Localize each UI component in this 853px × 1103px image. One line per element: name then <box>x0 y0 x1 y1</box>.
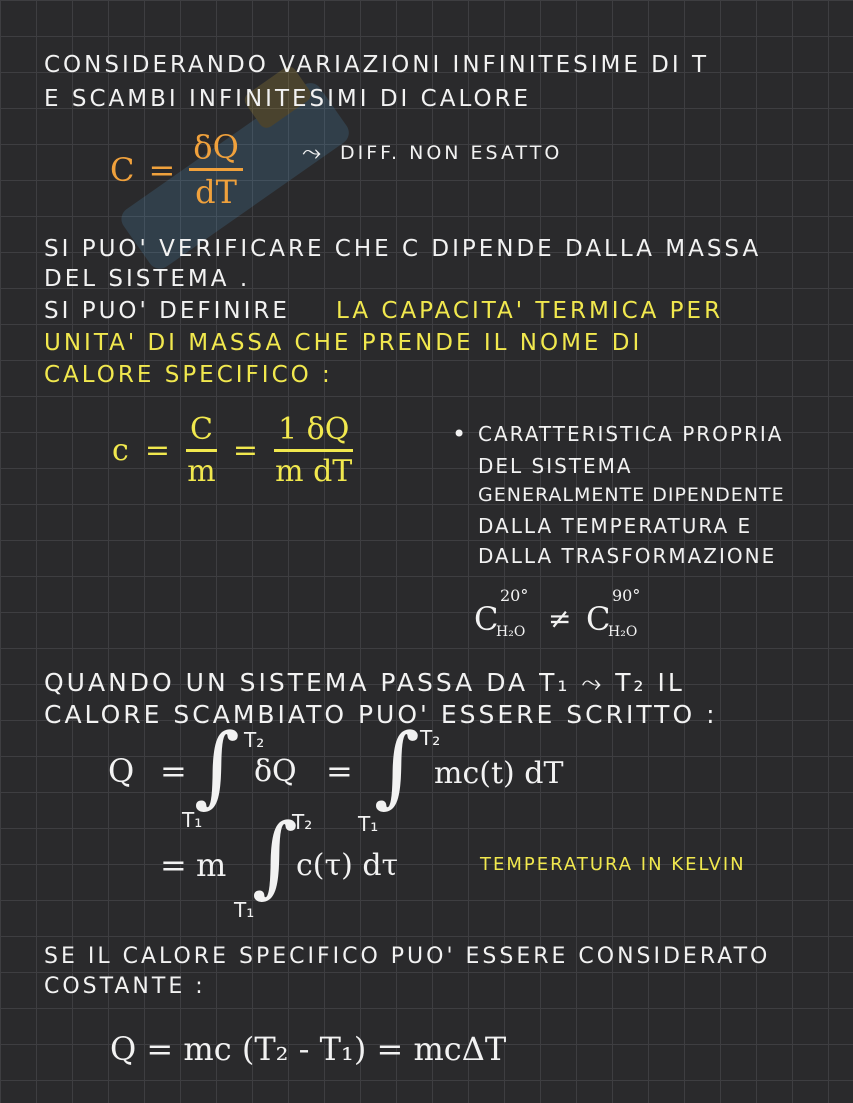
integral-symbol-3: ∫ <box>252 804 298 907</box>
equation-constant-specific-heat: Q = mc (T₂ - T₁) = mcΔT <box>110 1030 507 1068</box>
eq2-numerator-1: C <box>186 412 217 452</box>
eq1-note: DIFF. NON ESATTO <box>340 142 563 164</box>
eq3-integrand-1: δQ <box>254 754 297 789</box>
para3-line-2: CALORE SCAMBIATO PUO' ESSERE SCRITTO : <box>44 700 718 729</box>
ineq-right-sub: H₂O <box>608 624 638 640</box>
note-line-1: CARATTERISTICA PROPRIA <box>478 422 784 446</box>
para3-line-1: QUANDO UN SISTEMA PASSA DA T₁ ⤳ T₂ IL <box>44 668 685 697</box>
ineq-not-equal: ≠ <box>548 602 572 635</box>
note-bullet: • <box>452 420 467 448</box>
eq2-fraction-1 <box>186 412 217 489</box>
integral-symbol-2: ∫ <box>374 714 420 817</box>
intro-line-1: CONSIDERANDO VARIAZIONI INFINITESIME DI T <box>44 52 710 78</box>
eq1-lhs: C <box>110 150 135 189</box>
eq3-mass: m <box>196 846 227 884</box>
integral-3-upper: T₂ <box>292 810 313 834</box>
squiggle-arrow-icon: ⤳ <box>302 138 322 166</box>
intro-line-2: E SCAMBI INFINITESIMI DI CALORE <box>44 86 532 112</box>
note-line-3: GENERALMENTE DIPENDENTE <box>478 484 785 506</box>
para2-line-5: CALORE SPECIFICO : <box>44 362 333 388</box>
equation-heat-capacity <box>110 128 243 211</box>
ineq-right-base: C <box>586 600 611 638</box>
ineq-left-sup: 20° <box>500 586 529 605</box>
para2-line-3a: SI PUO' DEFINIRE <box>44 298 290 324</box>
para2-line-1: SI PUO' VERIFICARE CHE C DIPENDE DALLA MASSA <box>44 236 762 262</box>
eq1-fraction <box>189 128 243 211</box>
integral-3-lower: T₁ <box>234 898 255 922</box>
note-line-4: DALLA TEMPERATURA E <box>478 514 753 538</box>
eq1-equals: = <box>148 150 176 189</box>
eq3-lhs: Q <box>108 752 135 790</box>
ineq-left-base: C <box>474 600 499 638</box>
eq2-denominator-2: m dT <box>275 454 353 489</box>
eq3-integrand-2: mc(t) dT <box>434 756 564 791</box>
integral-2-lower: T₁ <box>358 812 379 836</box>
ineq-right-sup: 90° <box>612 586 641 605</box>
eq2-equals-1: = <box>144 433 170 468</box>
eq1-numerator: δQ <box>189 128 243 171</box>
eq3-equals-1: = <box>160 752 187 790</box>
eq2-denominator-1: m <box>187 454 216 489</box>
eq2-fraction-2 <box>274 412 353 489</box>
integral-2-upper: T₂ <box>420 726 441 750</box>
integral-1-lower: T₁ <box>182 808 203 832</box>
eq3-equals-2: = <box>326 752 353 790</box>
eq2-lhs: c <box>112 433 129 468</box>
eq1-denominator: dT <box>195 173 237 211</box>
ineq-left-sub: H₂O <box>496 624 526 640</box>
eq2-equals-2: = <box>232 433 259 468</box>
integral-1-upper: T₂ <box>244 728 265 752</box>
eq3-note-kelvin: TEMPERATURA IN KELVIN <box>480 854 746 875</box>
note-line-2: DEL SISTEMA <box>478 454 633 478</box>
note-line-5: DALLA TRASFORMAZIONE <box>478 544 777 568</box>
para2-line-4: UNITA' DI MASSA CHE PRENDE IL NOME DI <box>44 330 643 356</box>
para4-line-1: SE IL CALORE SPECIFICO PUO' ESSERE CONSIDERATO <box>44 944 771 969</box>
integral-symbol-1: ∫ <box>194 714 240 817</box>
para2-line-2: DEL SISTEMA . <box>44 266 251 292</box>
eq2-numerator-2: 1 δQ <box>274 412 353 452</box>
eq3-integrand-3: c(τ) dτ <box>296 848 399 883</box>
eq3-equals-3: = <box>160 846 187 884</box>
equation-specific-heat <box>112 412 353 489</box>
para2-line-3b: LA CAPACITA' TERMICA PER <box>336 298 724 324</box>
para4-line-2: COSTANTE : <box>44 974 206 999</box>
